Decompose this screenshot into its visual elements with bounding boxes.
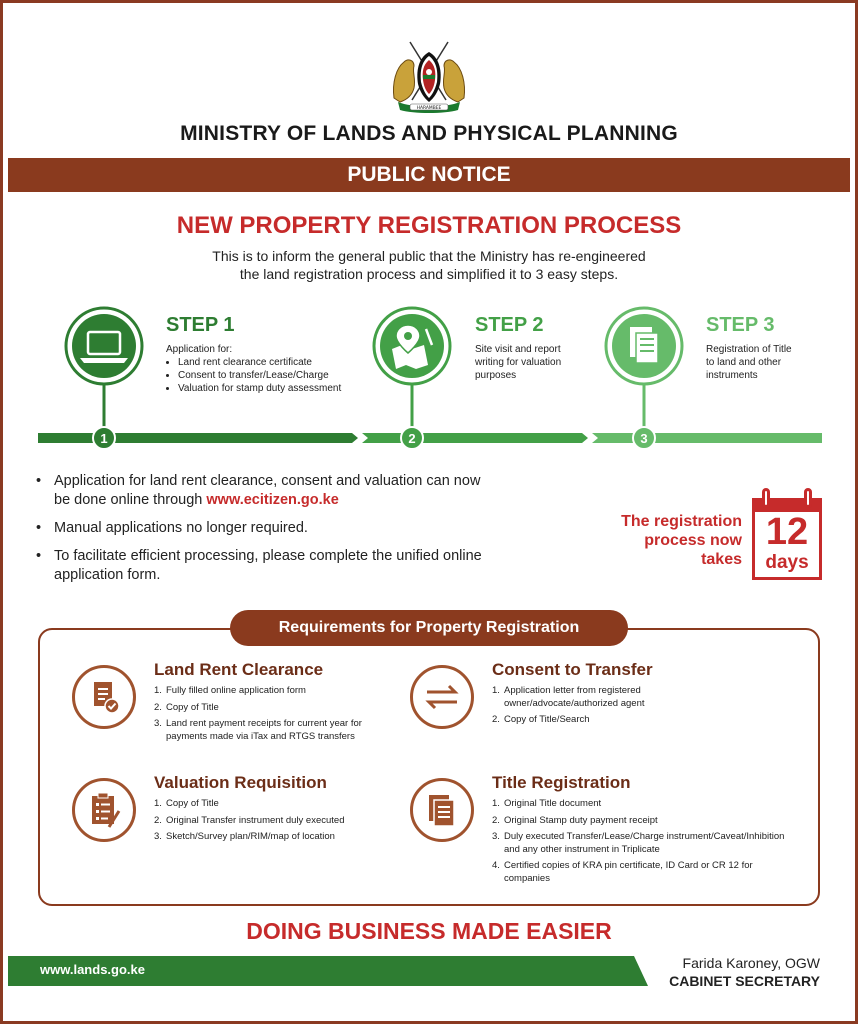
req-item-number: 2. bbox=[154, 701, 162, 713]
req-item-number: 1. bbox=[492, 685, 500, 696]
callout-line-2: process now bbox=[644, 532, 742, 549]
req-item-text: Copy of Title bbox=[166, 798, 219, 809]
req-item-text: Application letter from registered owner/advocate/authorized agent bbox=[504, 685, 645, 709]
step-3-title: STEP 3 bbox=[706, 314, 775, 336]
bullet-online-line-1: • Application for land rent clearance, consent and valuation can now bbox=[54, 473, 481, 489]
req-icon-circle bbox=[72, 778, 136, 842]
crest-motto: HARAMBEE bbox=[416, 106, 442, 111]
req-item-number: 2. bbox=[492, 814, 500, 826]
req-section-title: Consent to Transfer bbox=[492, 660, 653, 679]
req-item-number: 3. bbox=[154, 831, 162, 842]
intro-text bbox=[150, 247, 708, 283]
req-item-number: 2. bbox=[154, 814, 162, 826]
step-2-number: 2 bbox=[408, 431, 416, 446]
step-1-item: • Land rent clearance certificate bbox=[178, 356, 366, 369]
req-section-title: Valuation Requisition bbox=[154, 773, 327, 792]
req-item bbox=[492, 860, 792, 885]
req-item-text: Original Transfer instrument duly executed bbox=[166, 814, 345, 826]
step-3-line: instruments bbox=[706, 370, 758, 381]
bullet-form bbox=[36, 547, 536, 585]
page-headline: NEW PROPERTY REGISTRATION PROCESS bbox=[176, 212, 682, 239]
req-item bbox=[492, 815, 792, 828]
req-section-land-rent bbox=[154, 660, 394, 747]
step-2-line: purposes bbox=[475, 370, 517, 381]
step-3-block bbox=[706, 314, 826, 382]
req-section-valuation bbox=[154, 773, 394, 848]
calendar-unit: days bbox=[765, 552, 809, 573]
slogan: DOING BUSINESS MADE EASIER bbox=[246, 918, 612, 944]
transfer-arrows-icon bbox=[413, 668, 471, 726]
step-1-block bbox=[166, 314, 366, 395]
signatory-name: Farida Karoney, OGW bbox=[682, 955, 820, 971]
step-1-arrow bbox=[38, 433, 358, 443]
clipboard-icon bbox=[75, 781, 133, 839]
bullet-online-text: be done online through bbox=[54, 492, 207, 508]
req-section-title: Title Registration bbox=[492, 773, 631, 792]
calendar-icon bbox=[752, 488, 822, 580]
req-item bbox=[154, 798, 394, 811]
req-item-text: Copy of Title bbox=[166, 701, 219, 713]
ecitizen-link[interactable]: www.ecitizen.go.ke bbox=[206, 492, 339, 508]
req-item-number: 4. bbox=[492, 860, 500, 871]
req-item-number: 3. bbox=[492, 831, 500, 842]
step-1-item: • Consent to transfer/Lease/Charge bbox=[178, 369, 366, 382]
bullet-online-line-2 bbox=[54, 491, 536, 510]
req-item-text: Original Stamp duty payment receipt bbox=[504, 814, 658, 826]
req-item-number: 2. bbox=[492, 714, 500, 725]
req-item bbox=[154, 702, 394, 715]
website-link[interactable]: www.lands.go.ke bbox=[40, 962, 145, 977]
step-1-intro: Application for: bbox=[166, 344, 233, 355]
info-bullets bbox=[36, 472, 536, 594]
req-item bbox=[492, 798, 792, 811]
req-icon-circle bbox=[410, 778, 474, 842]
req-item bbox=[154, 685, 394, 698]
req-icon-circle bbox=[410, 665, 474, 729]
req-item bbox=[492, 831, 792, 856]
step-1-item: • Valuation for stamp duty assessment bbox=[178, 382, 366, 395]
step-3-line: Registration of Title bbox=[706, 344, 792, 355]
calendar-number: 12 bbox=[765, 511, 809, 553]
req-item bbox=[154, 831, 394, 844]
callout-line-1: The registration bbox=[621, 513, 742, 530]
req-item bbox=[492, 685, 662, 710]
ministry-title: MINISTRY OF LANDS AND PHYSICAL PLANNING bbox=[180, 122, 678, 145]
bullet-online bbox=[36, 472, 536, 510]
public-notice-banner: PUBLIC NOTICE bbox=[8, 158, 850, 192]
step-3-line: to land and other bbox=[706, 357, 782, 368]
documents-stack-icon bbox=[413, 781, 471, 839]
document-check-icon bbox=[75, 668, 133, 726]
step-2-block bbox=[475, 314, 595, 382]
step-1-number: 1 bbox=[100, 431, 108, 446]
step-3-arrow bbox=[592, 433, 822, 443]
req-section-title: Land Rent Clearance bbox=[154, 660, 324, 679]
step-2-line: Site visit and report bbox=[475, 344, 561, 355]
duration-callout-text bbox=[590, 512, 742, 569]
req-item-text: Duly executed Transfer/Lease/Charge instrument/Caveat/Inhibition and any other instrument in Triplicate bbox=[504, 831, 785, 855]
step-2-icon-circle bbox=[374, 308, 450, 384]
req-item bbox=[154, 718, 394, 743]
coat-of-arms-logo bbox=[388, 38, 470, 114]
req-item-number: 1. bbox=[154, 798, 162, 809]
req-item-text: Copy of Title/Search bbox=[504, 714, 590, 725]
bullet-form-line-1: • To facilitate efficient processing, please complete the unified online bbox=[54, 548, 482, 564]
req-item bbox=[154, 815, 394, 828]
req-item-text: Certified copies of KRA pin certificate, ID Card or CR 12 for companies bbox=[504, 860, 753, 884]
req-item-number: 1. bbox=[492, 798, 500, 809]
step-3-icon-circle bbox=[606, 308, 682, 384]
step-2-line: writing for valuation bbox=[475, 357, 562, 368]
req-item-text: Sketch/Survey plan/RIM/map of location bbox=[166, 831, 335, 842]
bullet-form-line-2: application form. bbox=[54, 567, 161, 583]
req-item-text: Fully filled online application form bbox=[166, 685, 306, 696]
step-1-icon-circle bbox=[66, 308, 142, 384]
requirements-title: Requirements for Property Registration bbox=[230, 610, 628, 646]
callout-line-3: takes bbox=[701, 551, 742, 568]
req-section-consent bbox=[492, 660, 802, 731]
intro-line-1: This is to inform the general public that the Ministry has re-engineered bbox=[212, 248, 646, 264]
req-item bbox=[492, 714, 662, 727]
bullet-manual: • Manual applications no longer required. bbox=[36, 519, 536, 538]
req-section-title-registration bbox=[492, 773, 792, 889]
step-2-title: STEP 2 bbox=[475, 314, 544, 336]
req-item-text: Land rent payment receipts for current year for payments made via iTax and RTGS transfers bbox=[166, 718, 362, 742]
req-icon-circle bbox=[72, 665, 136, 729]
signatory-role: CABINET SECRETARY bbox=[669, 973, 820, 989]
step-1-title: STEP 1 bbox=[166, 314, 235, 336]
intro-line-2: the land registration process and simplified it to 3 easy steps. bbox=[239, 266, 619, 282]
req-item-number: 3. bbox=[154, 718, 162, 729]
step-3-number: 3 bbox=[640, 431, 648, 446]
req-item-number: 1. bbox=[154, 685, 162, 696]
step-2-arrow bbox=[362, 433, 588, 443]
req-item-text: Original Title document bbox=[504, 798, 602, 809]
